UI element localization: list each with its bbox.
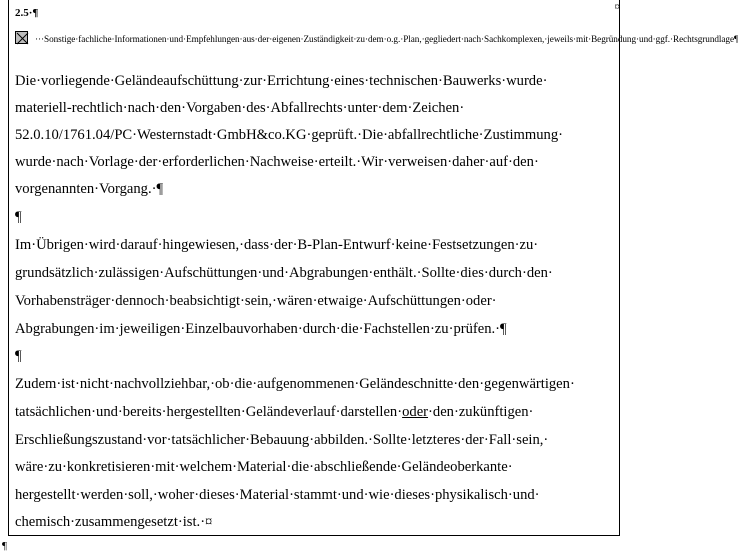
checkbox-label: ···Sonstige·fachliche·Informationen·und·Empfehlungen·aus·der·eigenen·Zuständigkeit·zu·dem·o.g.·Plan,·gegliedert·nach·Sachkomplexen,·jeweils·mit·Begründung·und·ggf.·Rechtsgrundlage¶ — [35, 34, 738, 44]
paragraph-2-line-1: Im·Übrigen·wird·darauf·hingewiesen,·dass·der·B-Plan-Entwurf·keine·Festsetzungen·zu· — [15, 237, 539, 253]
paragraph-3-line-2-start: tatsächlichen·und·bereits·hergestellten·Geländeverlauf·darstellen· — [15, 404, 403, 420]
checked-checkbox-icon[interactable] — [15, 31, 28, 44]
empty-paragraph-mark: ¶ — [15, 209, 22, 225]
paragraph-1-line-1: Die·vorliegende·Geländeaufschüttung·zur·Errichtung·eines·technischen·Bauwerks·wurde· — [15, 73, 548, 89]
paragraph-3-line-6: chemisch·zusammengesetzt·ist.·¤ — [15, 514, 213, 530]
paragraph-3-line-3: Erschließungszustand·vor·tatsächlicher·Bebauung·abbilden.·Sollte·letzteres·der·Fall·sein,· — [15, 432, 549, 448]
paragraph-3-line-2-end: ·den·zukünftigen· — [428, 404, 534, 420]
paragraph-3-line-2 — [15, 403, 533, 421]
paragraph-1-line-2: materiell-rechtlich·nach·den·Vorgaben·des·Abfallrechts·unter·dem·Zeichen· — [15, 100, 465, 116]
paragraph-1-line-3: 52.0.10/1761.04/PC·Westernstadt·GmbH&co.KG·geprüft.·Die·abfallrechtliche·Zustimmung· — [15, 127, 563, 143]
cell-end-marker: ¤ — [614, 1, 620, 13]
section-heading: 2.5·¶ — [15, 7, 39, 19]
paragraph-mark-after-table: ¶ — [2, 540, 7, 552]
empty-paragraph-mark: ¶ — [15, 348, 22, 364]
paragraph-1-line-4: wurde·nach·Vorlage·der·erforderlichen·Nachweise·erteilt.·Wir·verweisen·daher·auf·den· — [15, 154, 539, 170]
paragraph-2-line-4: Abgrabungen·im·jeweiligen·Einzelbauvorhaben·durch·die·Fachstellen·zu·prüfen.·¶ — [15, 321, 507, 337]
form-cell — [8, 0, 738, 536]
underlined-word: oder — [402, 404, 429, 420]
paragraph-2-line-2: grundsätzlich·zulässigen·Aufschüttungen·und·Abgrabungen·enthält.·Sollte·dies·durch·den· — [15, 265, 553, 281]
paragraph-3-line-5: hergestellt·werden·soll,·woher·dieses·Material·stammt·und·wie·dieses·physikalisch·und· — [15, 487, 540, 503]
paragraph-3-line-1: Zudem·ist·nicht·nachvollziehbar,·ob·die·aufgenommenen·Geländeschnitte·den·gegenwärtigen· — [15, 376, 575, 392]
paragraph-3-line-4: wäre·zu·konkretisieren·mit·welchem·Material·die·abschließende·Geländeoberkante· — [15, 459, 513, 475]
paragraph-1-line-5: vorgenannten·Vorgang.·¶ — [15, 181, 164, 197]
paragraph-2-line-3: Vorhabensträger·dennoch·beabsichtigt·sein,·wären·etwaige·Aufschüttungen·oder· — [15, 293, 497, 309]
